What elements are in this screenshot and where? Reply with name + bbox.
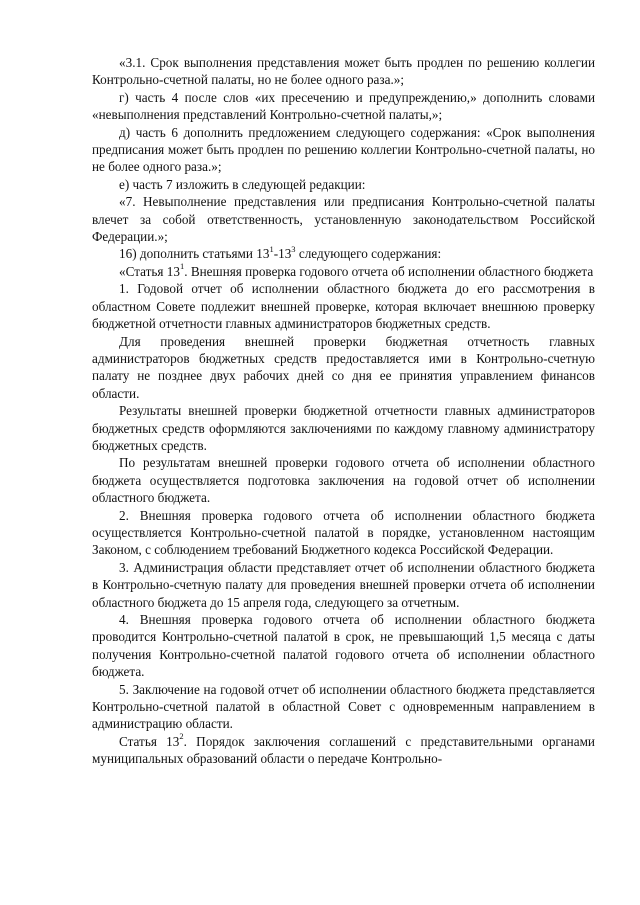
article-13-1-point-4: 4. Внешняя проверка годового отчета об исполнении областного бюджета проводится Контрольно-счетной палатой в срок, не превышающий 1,5 месяца с даты получения Контрольно-счетной палатой годового отчета об исполнении областного бюджета.: [92, 612, 595, 680]
text-segment: «Статья 13: [119, 263, 180, 279]
text-segment: -13: [273, 246, 292, 262]
article-13-1-point-5: 5. Заключение на годовой отчет об исполнении областного бюджета представляется Контрольно-счетной палатой в областной Совет с одновременным направлением в администрацию области.: [92, 681, 595, 732]
text-segment: . Внешняя проверка годового отчета об исполнении областного бюджета: [184, 263, 594, 279]
article-13-1-point-2: 2. Внешняя проверка годового отчета об исполнении областного бюджета осуществляется Контрольно-счетной палатой в порядке, установленном настоящим Законом, с соблюдением требований Бюджетного кодекса Российской Федерации.: [92, 507, 595, 558]
text-segment: . Порядок заключения соглашений с представительными органами муниципальных образований области о передаче Контрольно-: [92, 733, 595, 767]
text-segment: следующего содержания:: [295, 246, 442, 262]
text-segment: Статья 13: [119, 733, 180, 749]
text-segment: 16) дополнить статьями 13: [119, 246, 270, 262]
article-13-1-point-1-para-3: Результаты внешней проверки бюджетной отчетности главных администраторов бюджетных средств оформляются заключениями по каждому главному администратору бюджетных средств.: [92, 403, 595, 453]
superscript: 2: [179, 731, 184, 742]
article-13-1-point-1: 1. Годовой отчет об исполнении областного бюджета до его рассмотрения в областном Совете подлежит внешней проверке, которая включает внешнюю проверку бюджетной отчетности главных администраторов бюджетных средств.: [92, 281, 595, 332]
paragraph-item-d: д) часть 6 дополнить предложением следующего содержания: «Срок выполнения предписания может быть продлен по решению коллегии Контрольно-счетной палаты, но не более одного раза.»;: [92, 124, 595, 175]
paragraph-item-g: г) часть 4 после слов «их пресечению и предупреждению,» дополнить словами «невыполнения представлений Контрольно-счетной палаты,»;: [92, 89, 595, 123]
article-13-1-heading: [92, 263, 595, 280]
paragraph-item-16: [92, 245, 595, 262]
article-13-1-point-3: 3. Администрация области представляет отчет об исполнении областного бюджета в Контрольно-счетную палату для проведения внешней проверки отчета об исполнении областного бюджета до 15 апреля года, следующего за отчетным.: [92, 559, 595, 610]
superscript: 1: [179, 261, 185, 272]
document-body: [92, 54, 595, 768]
superscript: 3: [291, 244, 296, 255]
article-13-2-heading: [92, 733, 595, 768]
article-13-1-point-1-para-4: По результатам внешней проверки годового отчета об исполнении областного бюджета осуществляется подготовка заключения на годовой отчет об исполнении областного бюджета.: [92, 455, 595, 506]
article-13-1-point-1-para-2: Для проведения внешней проверки бюджетная отчетность главных администраторов бюджетных средств предоставляется ими в Контрольно-счетную палату не позднее двух рабочих дней со дня ее принятия управлением финансов области.: [92, 333, 595, 401]
paragraph-3-1-term: «3.1. Срок выполнения представления может быть продлен по решению коллегии Контрольно-счетной палаты, но не более одного раза.»;: [92, 55, 595, 88]
superscript: 1: [269, 244, 274, 255]
paragraph-part-7: «7. Невыполнение представления или предписания Контрольно-счетной палаты влечет за собой ответственность, установленную законодательством Российской Федерации.»;: [92, 194, 595, 245]
paragraph-item-e: е) часть 7 изложить в следующей редакции:: [119, 176, 366, 192]
